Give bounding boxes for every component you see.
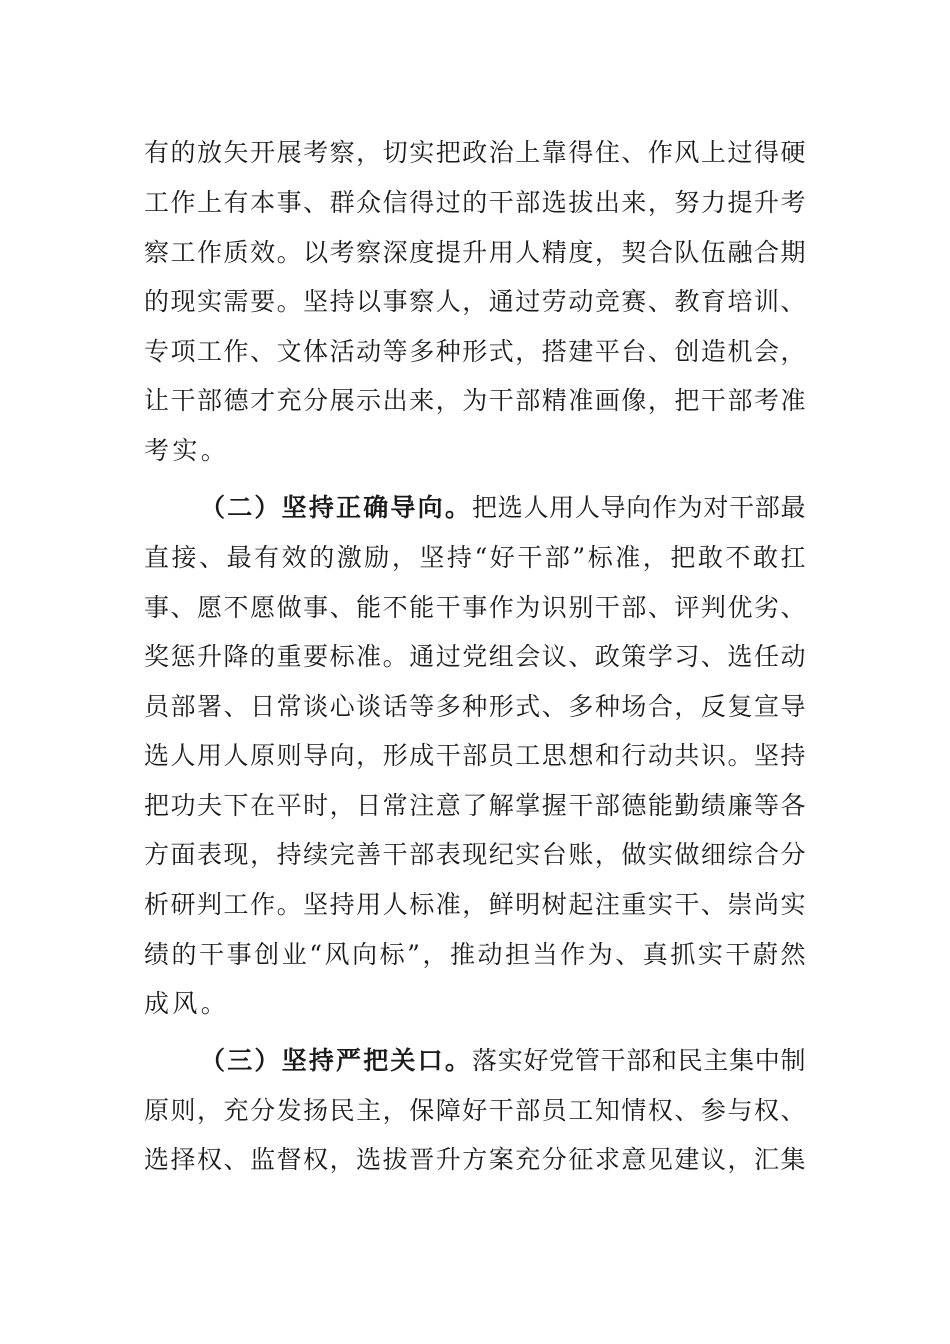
para3-line-3: 选择权、监督权，选拔晋升方案充分征求意见建议，汇集 <box>144 1145 806 1174</box>
para3-line-1 <box>200 1036 806 1086</box>
para1-line-4: 的现实需要。坚持以事察人，通过劳动竞赛、教育培训、 <box>144 287 806 316</box>
para2-line-1 <box>200 483 806 533</box>
para2-line-6: 选人用人原则导向，形成干部员工思想和行动共识。坚持 <box>144 741 806 770</box>
para1-line-2: 工作上有本事、群众信得过的干部选拔出来，努力提升考 <box>144 188 806 217</box>
para1-line-1: 有的放矢开展考察，切实把政治上靠得住、作风上过得硬 <box>144 138 806 167</box>
para2-line-1-text: 把选人用人导向作为对干部最 <box>472 493 806 522</box>
para1-line-5: 专项工作、文体活动等多种形式，搭建平台、创造机会， <box>144 337 806 366</box>
para1-line-6: 让干部德才充分展示出来，为干部精准画像，把干部考准 <box>144 386 806 415</box>
para2-line-3: 事、愿不愿做事、能不能干事作为识别干部、评判优劣、 <box>144 593 806 622</box>
para2-line-9: 析研判工作。坚持用人标准，鲜明树起注重实干、崇尚实 <box>144 890 806 919</box>
para2-line-2: 直接、最有效的激励，坚持“好干部”标准，把敢不敢扛 <box>144 543 806 572</box>
para1-line-3: 察工作质效。以考察深度提升用人精度，契合队伍融合期 <box>144 238 806 267</box>
para2-heading: （二）坚持正确导向。 <box>200 493 473 522</box>
para1-line-7: 考实。 <box>144 436 230 465</box>
para2-line-5: 员部署、日常谈心谈话等多种形式、多种场合，反复宣导 <box>144 692 806 721</box>
para3-line-2: 原则，充分发扬民主，保障好干部员工知情权、参与权、 <box>144 1096 806 1125</box>
para2-line-11: 成风。 <box>144 989 230 1018</box>
para2-line-7: 把功夫下在平时，日常注意了解掌握干部德能勤绩廉等各 <box>144 791 806 820</box>
para3-line-1-text: 落实好党管干部和民主集中制 <box>472 1046 806 1075</box>
para2-line-8: 方面表现，持续完善干部表现纪实台账，做实做细综合分 <box>144 840 806 869</box>
para2-line-4: 奖惩升降的重要标准。通过党组会议、政策学习、选任动 <box>144 642 806 671</box>
para2-line-10: 绩的干事创业“风向标”，推动担当作为、真抓实干蔚然 <box>144 940 806 969</box>
para3-heading: （三）坚持严把关口。 <box>200 1046 473 1075</box>
